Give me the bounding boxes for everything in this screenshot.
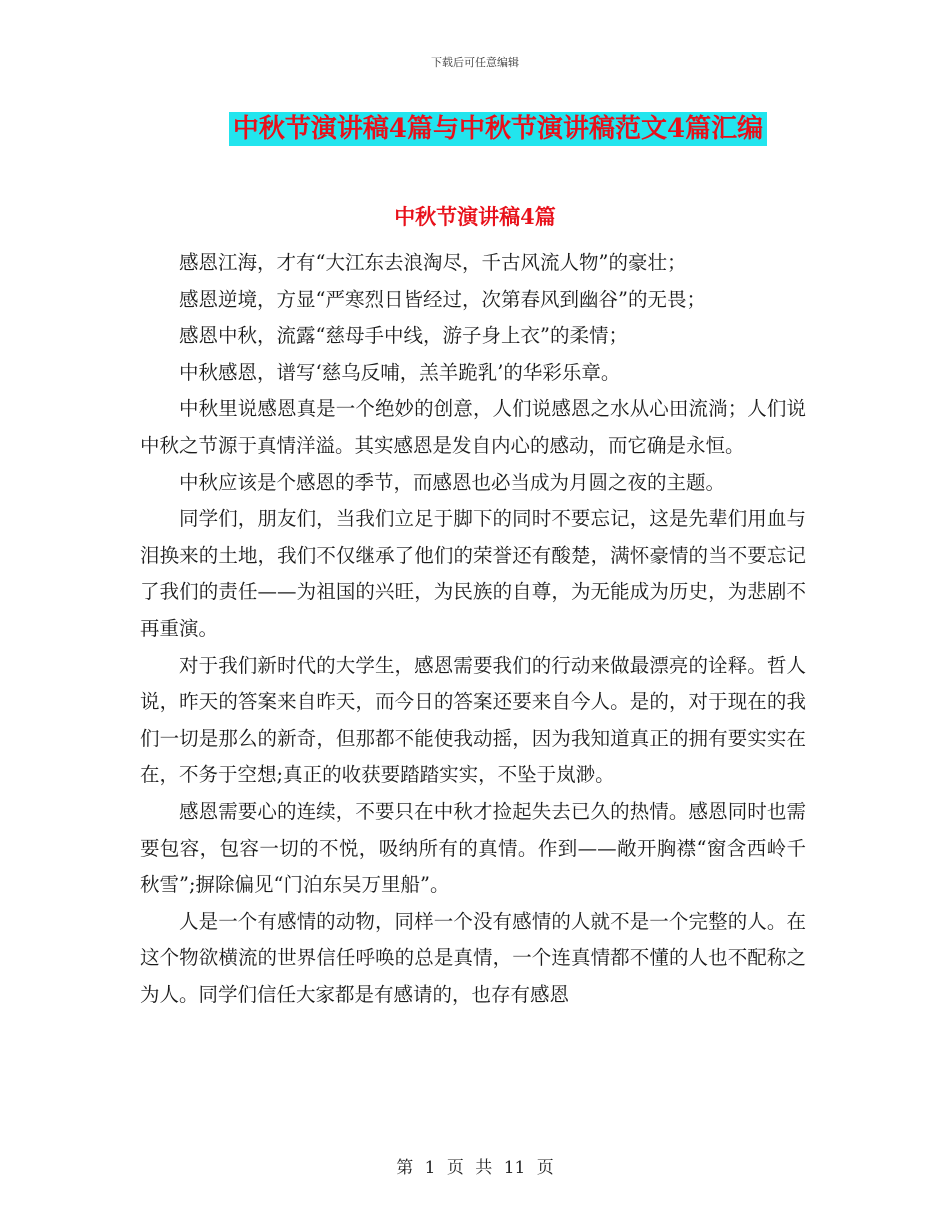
document-body xyxy=(140,245,806,1013)
paragraph: 对于我们新时代的大学生，感恩需要我们的行动来做最漂亮的诠释。哲人说，昨天的答案来自昨天，而今日的答案还要来自今人。是的，对于现在的我们一切是那么的新奇，但那都不能使我动摇，因为我知道真正的拥有要实实在在，不务于空想;真正的收获要踏踏实实，不坠于岚渺。 xyxy=(140,653,806,787)
paragraph: 感恩中秋，流露“慈母手中线，游子身上衣”的柔情； xyxy=(179,324,628,348)
section-title: 中秋节演讲稿4篇 xyxy=(394,204,556,229)
paragraph: 同学们，朋友们，当我们立足于脚下的同时不要忘记，这是先辈们用血与泪换来的土地，我们不仅继承了他们的荣誉还有酸楚，满怀豪情的当不要忘记了我们的责任——为祖国的兴旺，为民族的自尊，为无能成为历史，为悲剧不再重演。 xyxy=(140,507,806,640)
paragraph: 感恩逆境，方显“严寒烈日皆经过，次第春风到幽谷”的无畏； xyxy=(179,287,706,311)
page-number-footer: 第 1 页 共 11 页 xyxy=(396,1158,554,1178)
document-title-container xyxy=(0,112,950,146)
paragraph: 感恩江海，才有“大江东去浪淘尽，千古风流人物”的豪壮； xyxy=(179,251,687,274)
page-header: 下载后可任意编辑 xyxy=(431,56,519,69)
paragraph: 中秋感恩，谱写‘慈乌反哺，羔羊跪乳’的华彩乐章。 xyxy=(179,360,621,384)
paragraph: 中秋应该是个感恩的季节，而感恩也必当成为月圆之夜的主题。 xyxy=(179,470,726,494)
paragraph: 人是一个有感情的动物，同样一个没有感情的人就不是一个完整的人。在这个物欲横流的世界信任呼唤的总是真情，一个连真情都不懂的人也不配称之为人。同学们信任大家都是有感请的，也存有感恩 xyxy=(140,909,806,1006)
paragraph: 感恩需要心的连续，不要只在中秋才捡起失去已久的热情。感恩同时也需要包容，包容一切的不悦，吸纳所有的真情。作到——敞开胸襟“窗含西岭千秋雪”;摒除偏见“门泊东吴万里船”。 xyxy=(140,799,806,897)
document-title: 中秋节演讲稿4篇与中秋节演讲稿范文4篇汇编 xyxy=(229,112,767,146)
paragraph: 中秋里说感恩真是一个绝妙的创意，人们说感恩之水从心田流淌；人们说中秋之节源于真情洋溢。其实感恩是发自内心的感动，而它确是永恒。 xyxy=(140,397,806,457)
